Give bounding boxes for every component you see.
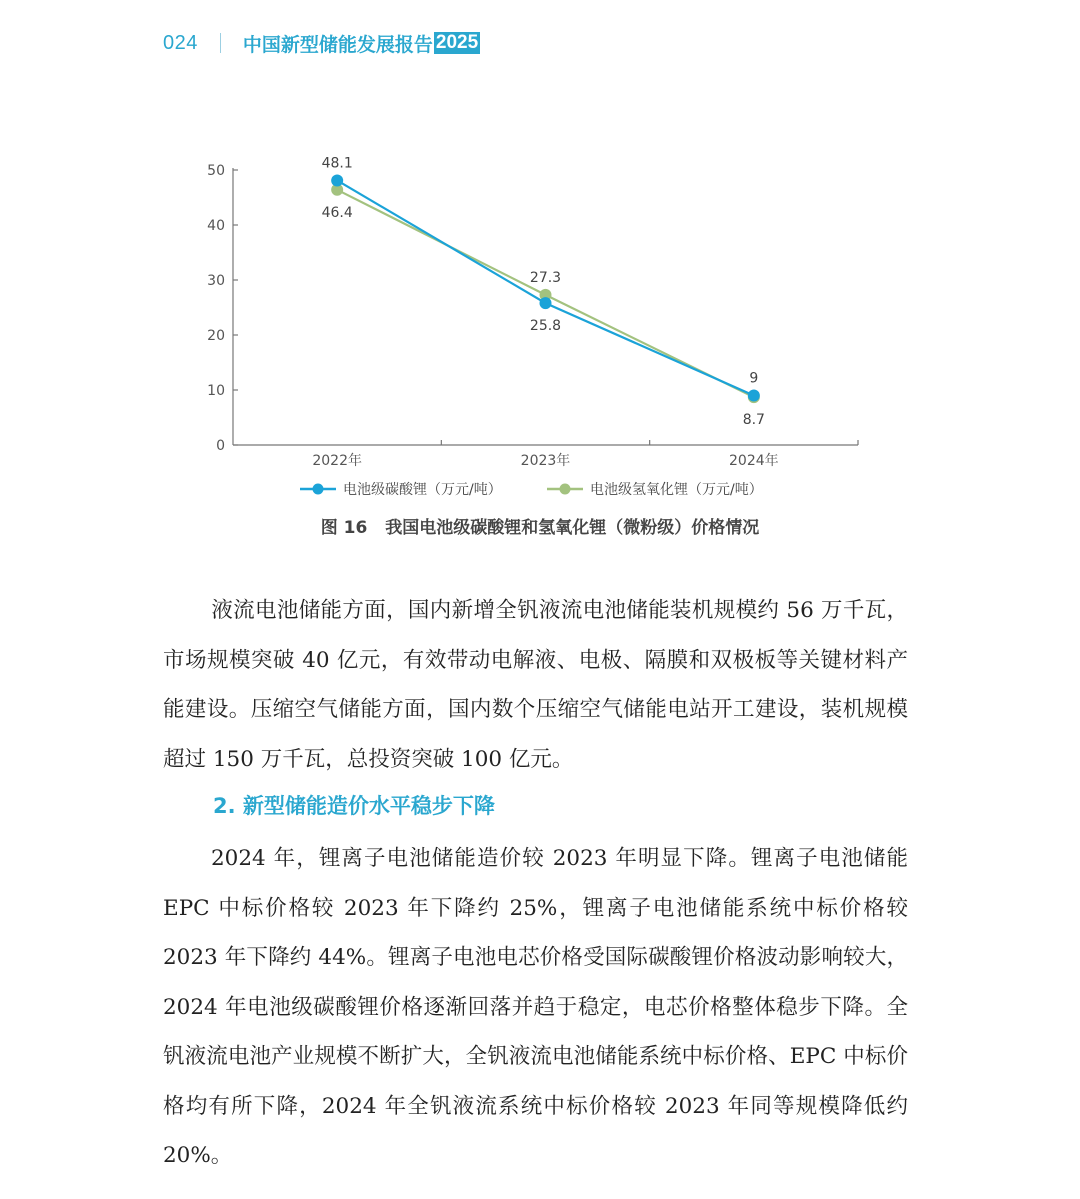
figure-caption (0, 513, 1080, 538)
figure-title: 我国电池级碳酸锂和氢氧化锂（微粉级）价格情况 (385, 518, 760, 538)
y-tick-label: 50 (207, 163, 225, 179)
series-marker (748, 390, 760, 402)
x-tick-label: 2023年 (520, 453, 571, 469)
y-tick-label: 0 (216, 438, 225, 454)
legend-marker-icon (560, 484, 571, 495)
line-chart (0, 0, 1080, 540)
page-number: 024 (163, 31, 198, 54)
data-label: 9 (749, 370, 759, 387)
paragraph-text: 2024 年，锂离子电池储能造价较 2023 年明显下降。锂离子电池储能 EPC 中标价格较 2023 年下降约 25%，锂离子电池储能系统中标价格较 2023 年下降约 44%。锂离子电池电芯价格受国际碳酸锂价格波动影响较大，2024 年电池级碳酸锂价格逐渐回落并趋于稳定，电芯价格整体稳步下降。全钒液流电池产业规模不断扩大，全钒液流电池储能系统中标价格、EPC 中标价格均有所下降，2024 年全钒液流系统中标价格较 2023 年同等规模降低约 20%。 (163, 846, 908, 1168)
chart-legend (300, 481, 763, 498)
section-heading: 2. 新型储能造价水平稳步下降 (213, 794, 495, 818)
y-tick-label: 10 (207, 383, 225, 399)
x-tick-label: 2024年 (729, 453, 779, 469)
chart-series (331, 174, 760, 403)
data-label: 48.1 (321, 155, 353, 172)
series-line (337, 180, 754, 395)
legend-marker-icon (313, 484, 324, 495)
data-label: 27.3 (529, 269, 562, 286)
legend-label: 电池级碳酸锂（万元/吨） (343, 482, 502, 498)
data-label: 46.4 (321, 204, 353, 221)
report-title: 中国新型储能发展报告 (242, 33, 433, 56)
report-year-badge: 2025 (435, 32, 479, 53)
chart-canvas (0, 0, 1080, 540)
y-tick-label: 30 (207, 273, 225, 289)
y-tick-label: 20 (207, 328, 225, 344)
paragraph-cost-decline (163, 834, 908, 1181)
legend-label: 电池级氢氧化锂（万元/吨） (590, 482, 763, 498)
data-label: 25.8 (529, 318, 562, 335)
figure-number: 图 16 (320, 518, 368, 538)
paragraph-text: 液流电池储能方面，国内新增全钒液流电池储能装机规模约 56 万千瓦，市场规模突破 40 亿元，有效带动电解液、电极、隔膜和双极板等关键材料产能建设。压缩空气储能方面，国内数个压缩空气储能电站开工建设，装机规模超过 150 万千瓦，总投资突破 100 亿元。 (163, 598, 908, 772)
data-label: 8.7 (742, 412, 765, 429)
x-tick-label: 2022年 (312, 453, 362, 469)
series-marker (331, 174, 343, 186)
paragraph-flow-battery (163, 586, 908, 784)
series-marker (540, 297, 552, 309)
y-tick-label: 40 (207, 218, 225, 234)
